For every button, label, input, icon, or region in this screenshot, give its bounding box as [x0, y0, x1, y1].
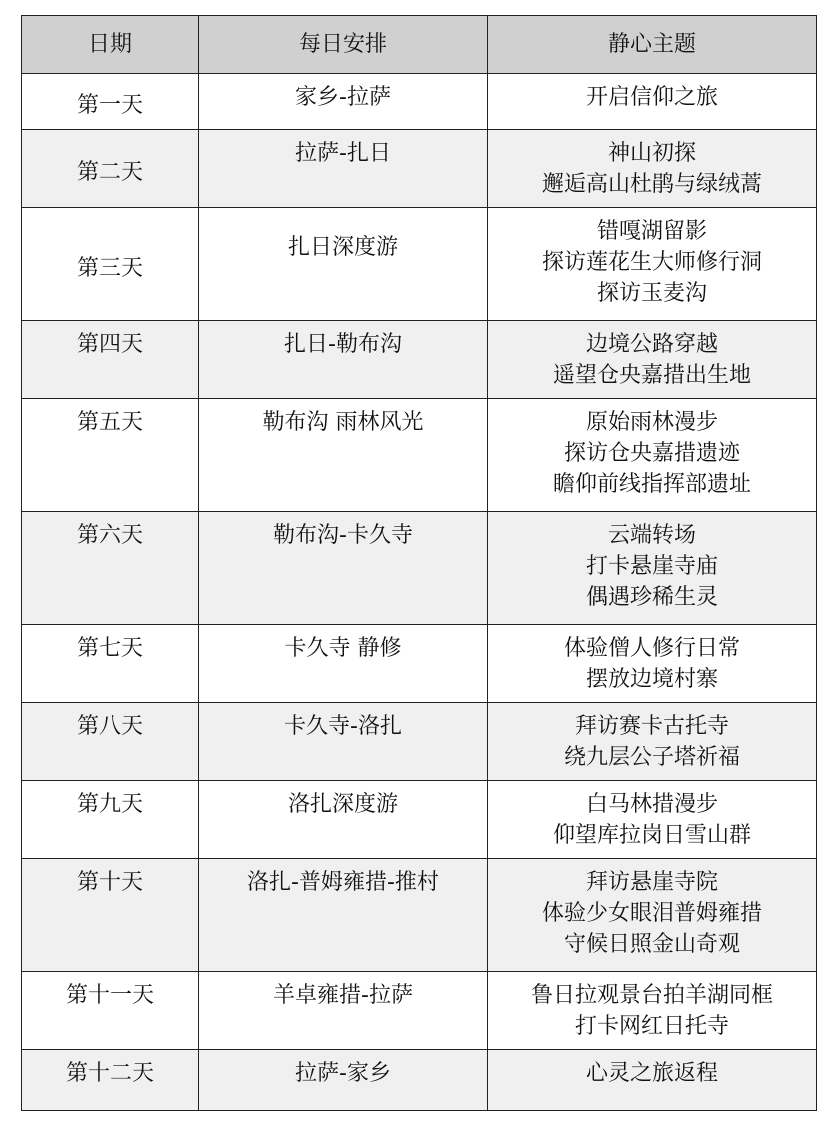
theme-cell: [488, 859, 817, 972]
header-plan: 每日安排: [199, 16, 488, 74]
theme-cell: [488, 399, 817, 512]
theme-line: 原始雨林漫步: [585, 410, 718, 435]
table-row: [22, 130, 817, 208]
theme-line: 探访莲花生大师修行洞: [541, 250, 762, 275]
date-cell: 第三天: [22, 208, 199, 321]
theme-cell: [488, 781, 817, 859]
plan-cell: 扎日-勒布沟: [199, 321, 488, 399]
table-row: [22, 208, 817, 321]
theme-cell: [488, 625, 817, 703]
date-cell: 第五天: [22, 399, 199, 512]
theme-cell: [488, 208, 817, 321]
theme-cell: [488, 512, 817, 625]
theme-cell: [488, 972, 817, 1050]
date-cell: 第六天: [22, 512, 199, 625]
theme-line: 错嘎湖留影: [596, 219, 707, 244]
table-body: [22, 74, 817, 1111]
date-cell: 第九天: [22, 781, 199, 859]
theme-line: 偶遇珍稀生灵: [585, 585, 718, 610]
theme-line: 探访仓央嘉措遗迹: [563, 441, 740, 466]
theme-line: 仰望库拉岗日雪山群: [552, 823, 751, 848]
date-cell: 第二天: [22, 130, 199, 208]
plan-cell: 羊卓雍措-拉萨: [199, 972, 488, 1050]
theme-line: 神山初探: [607, 141, 696, 166]
theme-line: 拜访赛卡古托寺: [574, 714, 729, 739]
date-cell: 第十一天: [22, 972, 199, 1050]
plan-cell: 扎日深度游: [199, 208, 488, 321]
table-row: [22, 399, 817, 512]
table-row: [22, 512, 817, 625]
date-cell: 第十二天: [22, 1050, 199, 1111]
theme-line: 体验少女眼泪普姆雍措: [541, 901, 762, 926]
table-row: [22, 74, 817, 130]
theme-cell: [488, 703, 817, 781]
theme-line: 打卡网红日托寺: [574, 1014, 729, 1039]
theme-line: 拜访悬崖寺院: [585, 870, 718, 895]
header-theme: 静心主题: [488, 16, 817, 74]
plan-cell: 拉萨-扎日: [199, 130, 488, 208]
theme-cell: [488, 321, 817, 399]
theme-cell: [488, 130, 817, 208]
itinerary-table: [21, 15, 817, 1111]
table-header: [22, 16, 817, 74]
theme-line: 白马林措漫步: [585, 792, 718, 817]
date-cell: 第十天: [22, 859, 199, 972]
date-cell: 第八天: [22, 703, 199, 781]
theme-line: 摆放边境村寨: [585, 667, 718, 692]
theme-cell: [488, 74, 817, 130]
plan-cell: 卡久寺-洛扎: [199, 703, 488, 781]
date-cell: 第四天: [22, 321, 199, 399]
plan-cell: 拉萨-家乡: [199, 1050, 488, 1111]
header-date: 日期: [22, 16, 199, 74]
theme-line: 邂逅高山杜鹃与绿绒蒿: [541, 172, 762, 197]
theme-line: 体验僧人修行日常: [563, 636, 740, 661]
theme-line: 云端转场: [607, 523, 696, 548]
date-cell: 第七天: [22, 625, 199, 703]
date-cell: 第一天: [22, 74, 199, 130]
theme-line: 绕九层公子塔祈福: [563, 745, 740, 770]
theme-line: 守候日照金山奇观: [563, 932, 740, 957]
plan-cell: 勒布沟 雨林风光: [199, 399, 488, 512]
theme-line: 鲁日拉观景台拍羊湖同框: [530, 983, 773, 1008]
theme-line: 探访玉麦沟: [596, 281, 707, 306]
table-row: [22, 859, 817, 972]
theme-cell: [488, 1050, 817, 1111]
theme-line: 心灵之旅返程: [585, 1061, 718, 1086]
table-row: [22, 781, 817, 859]
plan-cell: 洛扎-普姆雍措-推村: [199, 859, 488, 972]
plan-cell: 勒布沟-卡久寺: [199, 512, 488, 625]
table-row: [22, 972, 817, 1050]
table-row: [22, 321, 817, 399]
theme-line: 遥望仓央嘉措出生地: [552, 363, 751, 388]
plan-cell: 家乡-拉萨: [199, 74, 488, 130]
plan-cell: 卡久寺 静修: [199, 625, 488, 703]
theme-line: 打卡悬崖寺庙: [585, 554, 718, 579]
table-row: [22, 625, 817, 703]
theme-line: 边境公路穿越: [585, 332, 718, 357]
table-row: [22, 703, 817, 781]
header-row: [22, 16, 817, 74]
plan-cell: 洛扎深度游: [199, 781, 488, 859]
table-row: [22, 1050, 817, 1111]
theme-line: 瞻仰前线指挥部遗址: [552, 472, 751, 497]
theme-line: 开启信仰之旅: [585, 85, 718, 110]
